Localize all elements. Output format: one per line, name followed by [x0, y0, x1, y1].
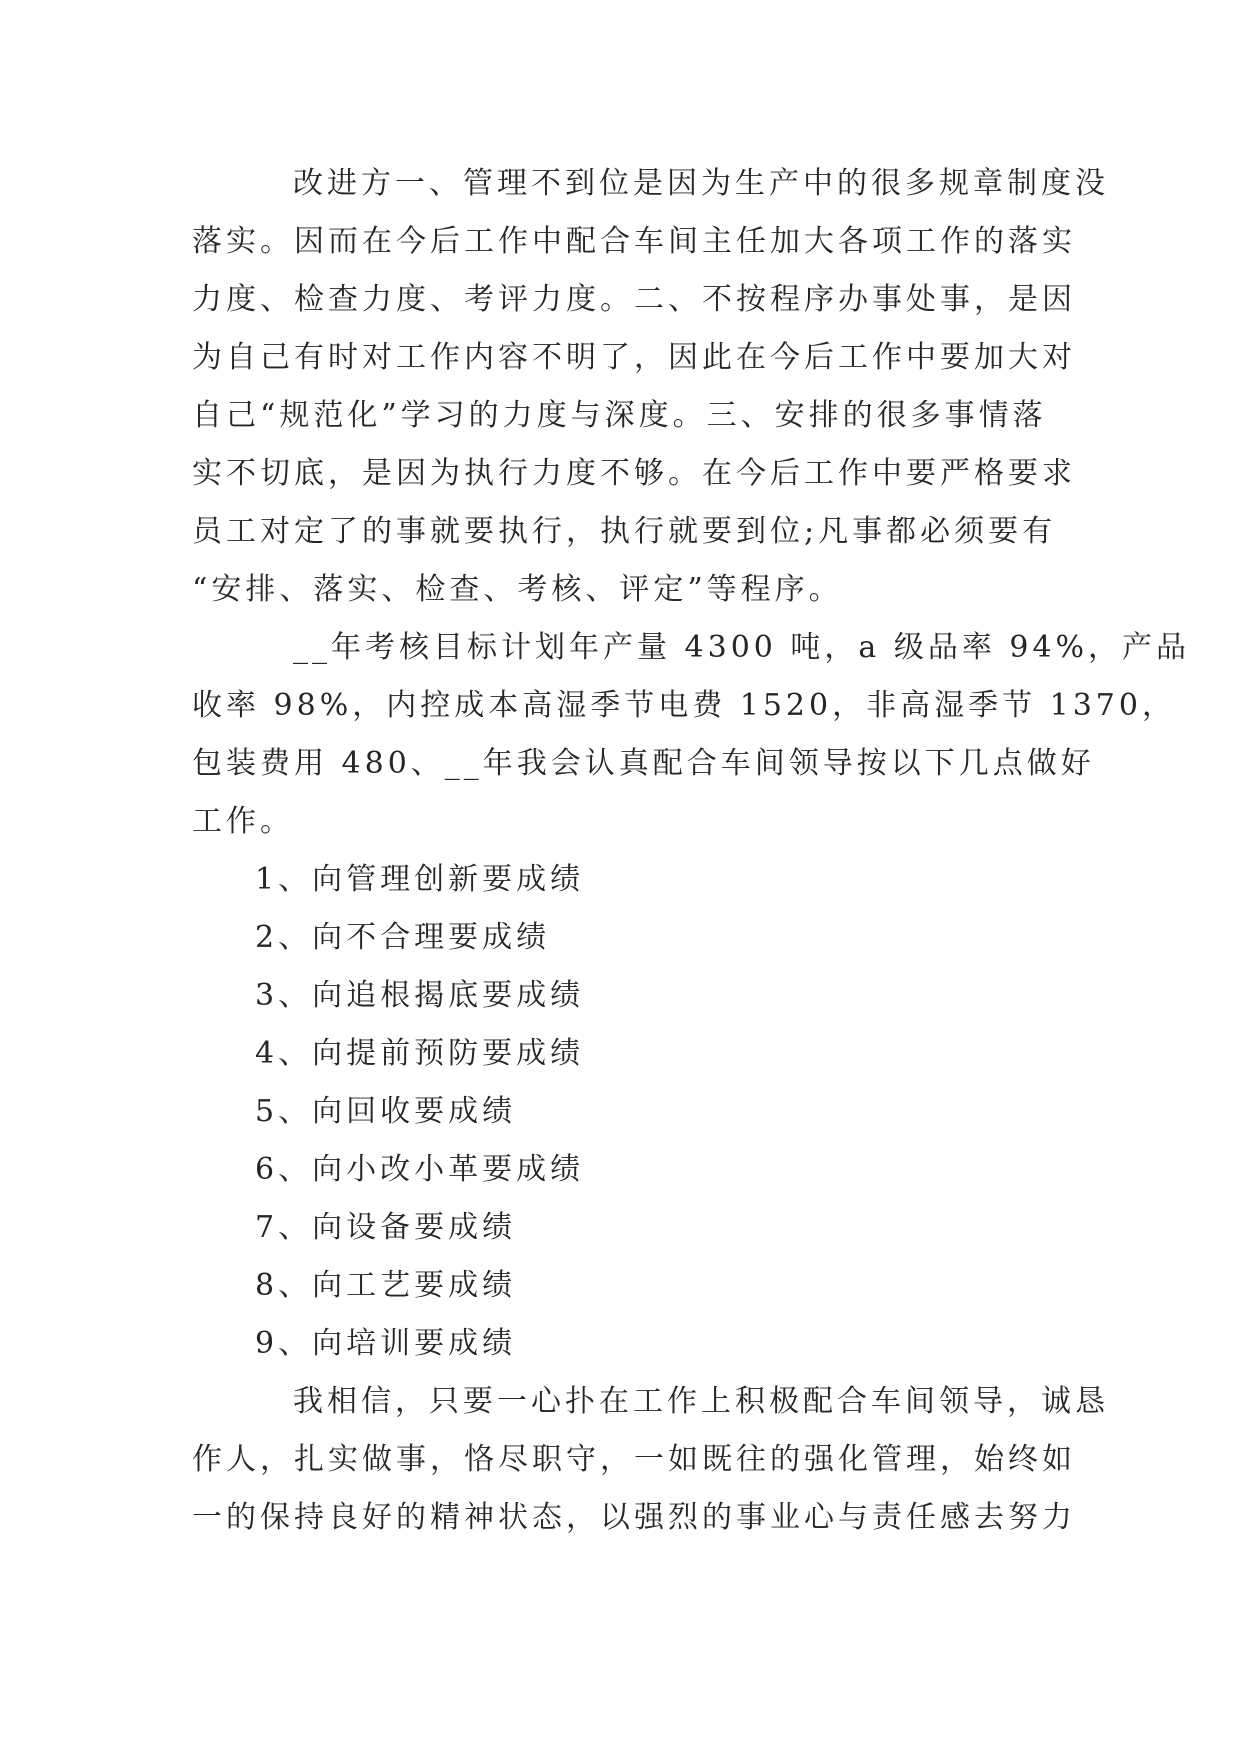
list-item: 1、向管理创新要成绩 [255, 862, 585, 897]
text-line: 作人，扎实做事，恪尽职守，一如既往的强化管理，始终如 [192, 1442, 1076, 1477]
text-line: 自己“规范化”学习的力度与深度。三、安排的很多事情落 [192, 398, 1047, 433]
text-line: 工作。 [192, 804, 294, 839]
text-line: 收率 98%，内控成本高湿季节电费 1520，非高湿季节 1370， [192, 688, 1176, 723]
text-line: 一的保持良好的精神状态，以强烈的事业心与责任感去努力 [192, 1500, 1076, 1535]
list-item: 4、向提前预防要成绩 [255, 1036, 585, 1071]
list-item: 7、向设备要成绩 [255, 1210, 517, 1245]
text-line: 包装费用 480、__年我会认真配合车间领导按以下几点做好 [192, 746, 1095, 781]
list-item: 6、向小改小革要成绩 [255, 1152, 585, 1187]
paragraph-improvement-plan [192, 155, 1109, 619]
numbered-list [192, 851, 1052, 1373]
text-line: 员工对定了的事就要执行，执行就要到位;凡事都必须要有 [192, 514, 1057, 549]
list-item: 2、向不合理要成绩 [255, 920, 551, 955]
list-item: 3、向追根揭底要成绩 [255, 978, 585, 1013]
text-line: 为自己有时对工作内容不明了，因此在今后工作中要加大对 [192, 340, 1076, 375]
list-item: 8、向工艺要成绩 [255, 1268, 517, 1303]
text-line: 力度、检查力度、考评力度。二、不按程序办事处事，是因 [192, 282, 1076, 317]
text-line: 改进方一、管理不到位是因为生产中的很多规章制度没 [293, 166, 1109, 201]
document-body [192, 155, 1191, 1547]
list-item: 9、向培训要成绩 [255, 1326, 517, 1361]
text-line: __年考核目标计划年产量 4300 吨，a 级品率 94%，产品 [293, 630, 1191, 665]
text-line: 实不切底，是因为执行力度不够。在今后工作中要严格要求 [192, 456, 1076, 491]
paragraph-conclusion [192, 1373, 1109, 1547]
text-line: 我相信，只要一心扑在工作上积极配合车间领导，诚恳 [293, 1384, 1109, 1419]
list-item: 5、向回收要成绩 [255, 1094, 517, 1129]
text-line: “安排、落实、检查、考核、评定”等程序。 [192, 572, 843, 607]
text-line: 落实。因而在今后工作中配合车间主任加大各项工作的落实 [192, 224, 1076, 259]
paragraph-annual-targets [192, 619, 1191, 851]
